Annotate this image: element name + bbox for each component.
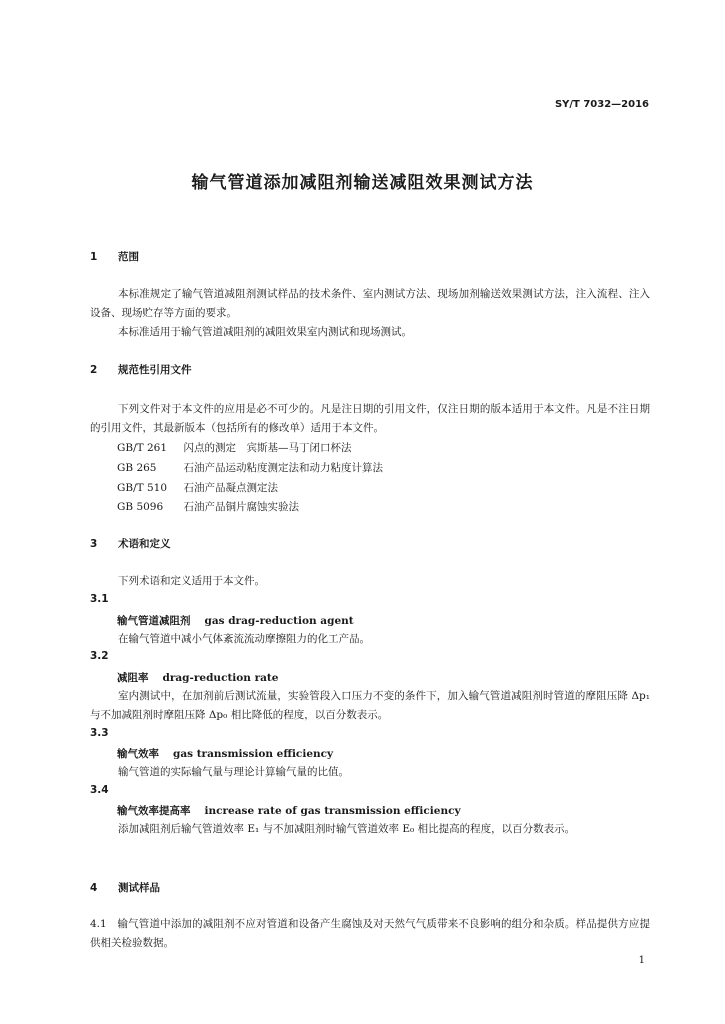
section-3-heading <box>90 536 171 551</box>
term-english: gas transmission efficiency <box>173 748 334 760</box>
reference-code: GB 265 <box>117 462 157 474</box>
reference-item <box>117 499 299 514</box>
term-definition: 添加减阻剂后输气管道效率 E₁ 与不加减阻剂时输气管道效率 E₀ 相比提高的程度，以百分数表示。 <box>118 823 576 835</box>
reference-item <box>117 460 383 475</box>
section-title: 测试样品 <box>118 882 160 894</box>
section-1-heading <box>90 249 139 264</box>
term-number: 3.3 <box>90 727 109 739</box>
section-title: 规范性引用文件 <box>118 364 192 376</box>
section-number: 2 <box>90 364 98 376</box>
term-number: 3.1 <box>90 593 109 605</box>
section-number: 4 <box>90 882 98 894</box>
section-3-intro: 下列术语和定义适用于本文件。 <box>118 575 265 587</box>
term-number: 3.2 <box>90 650 109 662</box>
term-heading <box>117 670 278 685</box>
term-heading <box>117 613 354 628</box>
reference-code: GB 5096 <box>117 501 164 513</box>
section-number: 1 <box>90 251 98 263</box>
section-4-heading <box>90 880 160 895</box>
term-chinese: 输气效率 <box>117 748 159 760</box>
reference-title: 石油产品铜片腐蚀实验法 <box>183 501 299 513</box>
reference-item <box>117 440 352 455</box>
term-english: drag-reduction rate <box>162 672 279 684</box>
term-definition: 在输气管道中减小气体紊流流动摩擦阻力的化工产品。 <box>118 633 370 645</box>
section-title: 范围 <box>118 251 139 263</box>
term-english: increase rate of gas transmission efficiency <box>204 805 461 817</box>
section-2-paragraph-1: 下列文件对于本文件的应用是必不可少的。凡是注日期的引用文件，仅注日期的版本适用于本文件。凡是不注日期的引用文件，其最新版本（包括所有的修改单）适用于本文件。 <box>90 403 650 434</box>
clause-4-1: 4.1 输气管道中添加的减阻剂不应对管道和设备产生腐蚀及对天然气气质带来不良影响的组分和杂质。样品提供方应提供相关检验数据。 <box>90 918 650 949</box>
reference-title: 石油产品运动粘度测定法和动力粘度计算法 <box>183 462 383 474</box>
reference-title: 石油产品凝点测定法 <box>183 482 278 494</box>
reference-code: GB/T 510 <box>117 482 168 494</box>
term-heading <box>117 803 461 818</box>
term-chinese: 减阻率 <box>117 672 149 684</box>
term-definition: 室内测试中，在加剂前后测试流量，实验管段入口压力不变的条件下，加入输气管道减阻剂时管道的摩阻压降 Δp₁ 与不加减阻剂时摩阻压降 Δp₀ 相比降低的程度，以百分数表示。 <box>90 690 650 721</box>
standard-code: SY/T 7032—2016 <box>554 99 649 110</box>
reference-item <box>117 480 278 495</box>
page-number: 1 <box>638 955 645 966</box>
section-1-paragraph-2: 本标准适用于输气管道减阻剂的减阻效果室内测试和现场测试。 <box>118 326 412 338</box>
term-heading <box>117 746 333 761</box>
section-1-paragraph-1: 本标准规定了输气管道减阻剂测试样品的技术条件、室内测试方法、现场加剂输送效果测试方法，注入流程、注入设备、现场贮存等方面的要求。 <box>90 288 650 319</box>
term-chinese: 输气效率提高率 <box>117 805 191 817</box>
section-title: 术语和定义 <box>118 538 171 550</box>
term-definition: 输气管道的实际输气量与理论计算输气量的比值。 <box>118 766 349 778</box>
term-english: gas drag-reduction agent <box>204 615 354 627</box>
section-number: 3 <box>90 538 98 550</box>
document-title: 输气管道添加减阻剂输送减阻效果测试方法 <box>191 173 534 193</box>
term-number: 3.4 <box>90 784 109 796</box>
section-2-heading <box>90 362 192 377</box>
term-chinese: 输气管道减阻剂 <box>117 615 191 627</box>
reference-title: 闪点的测定 宾斯基—马丁闭口杯法 <box>183 442 352 454</box>
reference-code: GB/T 261 <box>117 442 168 454</box>
